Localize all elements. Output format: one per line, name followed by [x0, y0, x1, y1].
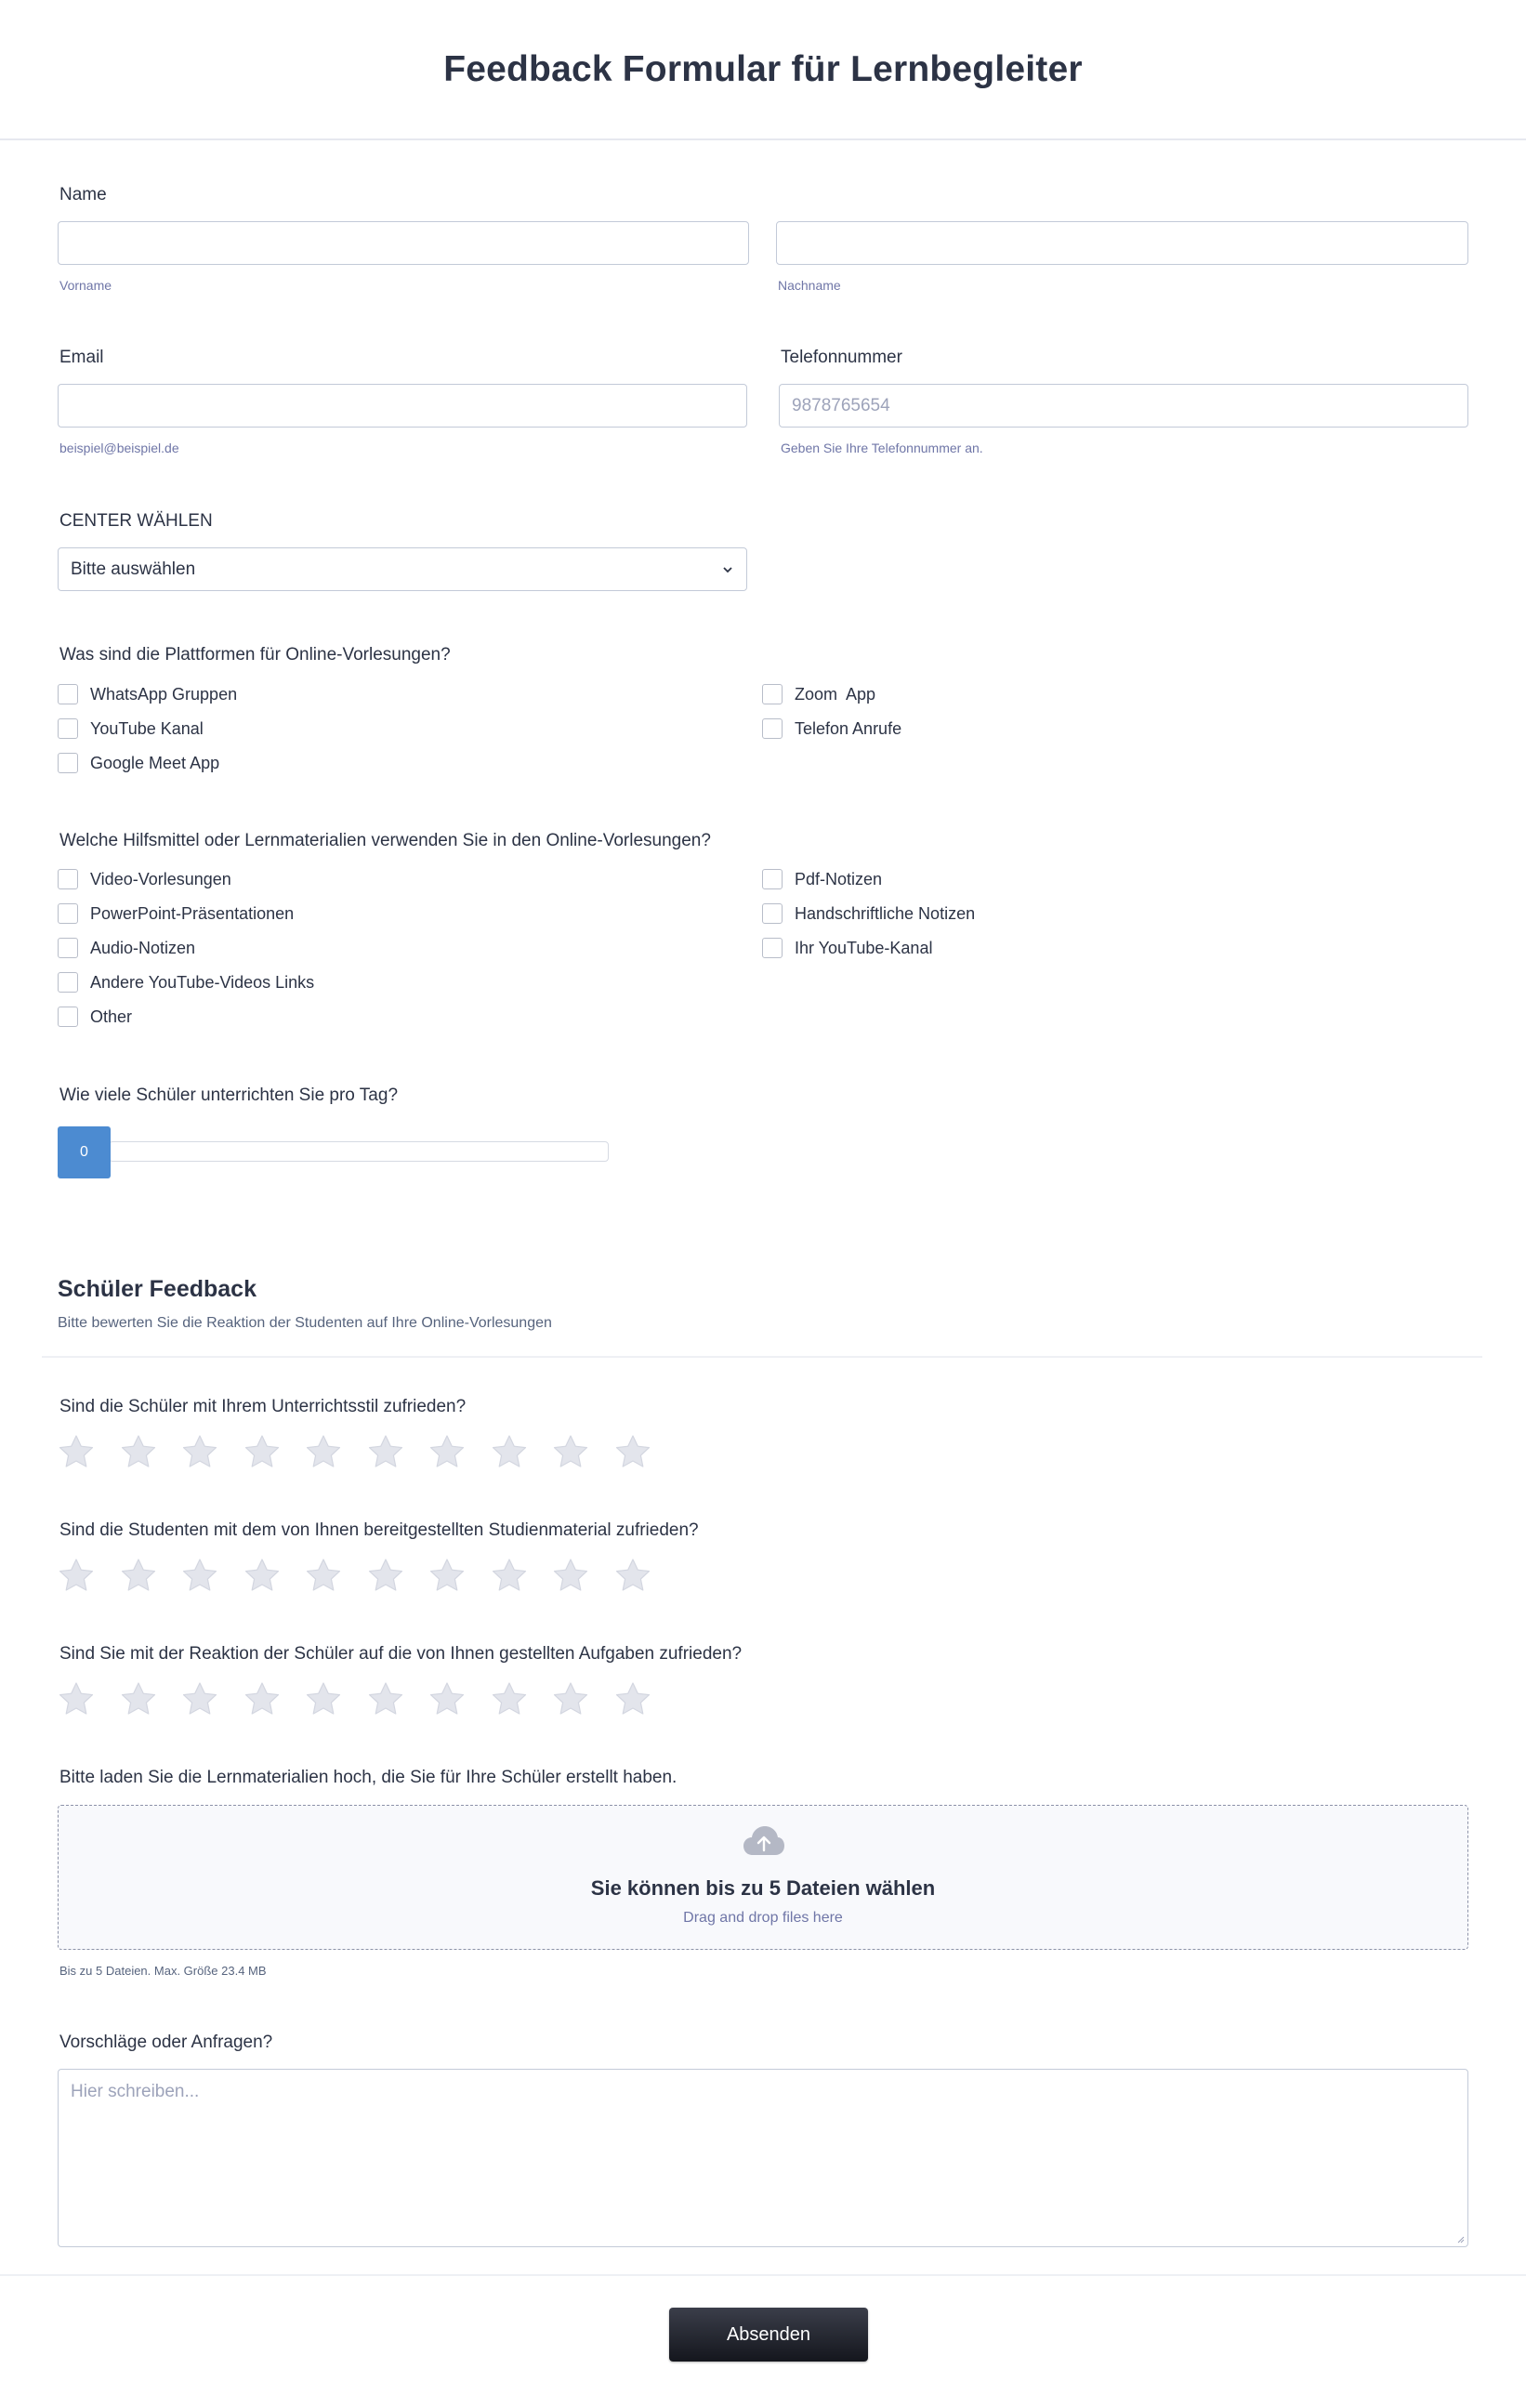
- star-icon[interactable]: [58, 1681, 95, 1717]
- center-select-value: Bitte auswählen: [71, 559, 196, 579]
- star-icon[interactable]: [614, 1558, 651, 1593]
- center-label: CENTER WÄHLEN: [59, 511, 213, 531]
- checkbox[interactable]: [762, 684, 783, 704]
- checkbox-option[interactable]: [762, 936, 932, 960]
- checkbox[interactable]: [762, 869, 783, 889]
- footer-divider: [0, 2274, 1526, 2276]
- star-icon[interactable]: [120, 1681, 157, 1717]
- checkbox-option[interactable]: [58, 936, 195, 960]
- star-icon[interactable]: [367, 1681, 404, 1717]
- star-icon[interactable]: [552, 1434, 589, 1469]
- checkbox-label: YouTube Kanal: [90, 718, 204, 738]
- upload-question: Bitte laden Sie die Lernmaterialien hoch, die Sie für Ihre Schüler erstellt haben.: [59, 1768, 677, 1787]
- star-icon[interactable]: [552, 1558, 589, 1593]
- chevron-down-icon: [721, 563, 734, 576]
- form-header: [0, 0, 1526, 140]
- checkbox[interactable]: [58, 753, 78, 773]
- cloud-upload-icon: [743, 1825, 785, 1859]
- star-icon[interactable]: [305, 1434, 342, 1469]
- checkbox-option[interactable]: [762, 682, 875, 706]
- rating-question-1: Sind die Schüler mit Ihrem Unterrichtsstil zufrieden?: [59, 1397, 467, 1416]
- suggestions-textarea[interactable]: [58, 2069, 1468, 2247]
- star-rating-3[interactable]: [58, 1681, 676, 1717]
- rating-question-2: Sind die Studenten mit dem von Ihnen bereitgestellten Studienmaterial zufrieden?: [59, 1520, 699, 1540]
- star-icon[interactable]: [367, 1558, 404, 1593]
- checkbox-option[interactable]: [58, 901, 294, 926]
- slider-track[interactable]: [109, 1141, 609, 1162]
- phone-label: Telefonnummer: [781, 348, 902, 367]
- checkbox-option[interactable]: [762, 867, 882, 891]
- checkbox-label: Ihr YouTube-Kanal: [795, 938, 933, 957]
- checkbox[interactable]: [762, 718, 783, 739]
- checkbox[interactable]: [58, 684, 78, 704]
- star-icon[interactable]: [181, 1434, 218, 1469]
- email-sublabel: beispiel@beispiel.de: [59, 441, 179, 455]
- first-name-input[interactable]: [58, 221, 749, 265]
- resize-handle-icon[interactable]: [1455, 2234, 1465, 2244]
- email-label: Email: [59, 348, 104, 367]
- phone-field[interactable]: 9878765654: [779, 384, 1468, 428]
- last-name-sublabel: Nachname: [778, 278, 841, 293]
- star-icon[interactable]: [614, 1434, 651, 1469]
- materials-question: Welche Hilfsmittel oder Lernmaterialien verwenden Sie in den Online-Vorlesungen?: [59, 831, 711, 850]
- checkbox[interactable]: [762, 938, 783, 958]
- platforms-question: Was sind die Plattformen für Online-Vorlesungen?: [59, 645, 451, 665]
- checkbox[interactable]: [58, 869, 78, 889]
- upload-note: Bis zu 5 Dateien. Max. Größe 23.4 MB: [59, 1964, 267, 1978]
- students-question: Wie viele Schüler unterrichten Sie pro Tag?: [59, 1086, 399, 1105]
- star-icon[interactable]: [58, 1434, 95, 1469]
- star-rating-1[interactable]: [58, 1434, 676, 1469]
- star-rating-2[interactable]: [58, 1558, 676, 1593]
- star-icon[interactable]: [181, 1558, 218, 1593]
- first-name-sublabel: Vorname: [59, 278, 112, 293]
- email-field[interactable]: [58, 384, 747, 428]
- file-upload-dropzone[interactable]: [58, 1805, 1468, 1950]
- checkbox[interactable]: [762, 903, 783, 924]
- star-icon[interactable]: [58, 1558, 95, 1593]
- star-icon[interactable]: [428, 1558, 466, 1593]
- star-icon[interactable]: [181, 1681, 218, 1717]
- center-select[interactable]: [58, 547, 747, 591]
- checkbox-option[interactable]: [58, 1005, 132, 1029]
- section-subtitle: Bitte bewerten Sie die Reaktion der Studenten auf Ihre Online-Vorlesungen: [58, 1315, 552, 1331]
- form-title: Feedback Formular für Lernbegleiter: [443, 48, 1083, 89]
- checkbox-option[interactable]: [58, 970, 314, 994]
- checkbox-label: Google Meet App: [90, 753, 220, 772]
- star-icon[interactable]: [491, 1434, 528, 1469]
- checkbox-label: Telefon Anrufe: [795, 718, 902, 738]
- checkbox-label: Andere YouTube-Videos Links: [90, 972, 315, 992]
- star-icon[interactable]: [491, 1558, 528, 1593]
- checkbox-label: Other: [90, 1007, 133, 1026]
- star-icon[interactable]: [367, 1434, 404, 1469]
- name-label: Name: [59, 185, 107, 204]
- checkbox-option[interactable]: [58, 867, 231, 891]
- star-icon[interactable]: [614, 1681, 651, 1717]
- star-icon[interactable]: [120, 1434, 157, 1469]
- checkbox-label: Audio-Notizen: [90, 938, 196, 957]
- phone-sublabel: Geben Sie Ihre Telefonnummer an.: [781, 441, 983, 455]
- upload-title: Sie können bis zu 5 Dateien wählen: [590, 1876, 936, 1900]
- checkbox-option[interactable]: [58, 682, 237, 706]
- checkbox[interactable]: [58, 972, 78, 993]
- checkbox-option[interactable]: [762, 901, 975, 926]
- section-divider: [42, 1356, 1482, 1358]
- section-title: Schüler Feedback: [58, 1276, 257, 1302]
- checkbox[interactable]: [58, 938, 78, 958]
- checkbox-label: Video-Vorlesungen: [90, 869, 231, 888]
- suggestions-placeholder: Hier schreiben...: [71, 2082, 200, 2101]
- star-icon[interactable]: [428, 1434, 466, 1469]
- star-icon[interactable]: [552, 1681, 589, 1717]
- checkbox-option[interactable]: [58, 717, 204, 741]
- last-name-input[interactable]: [776, 221, 1468, 265]
- star-icon[interactable]: [491, 1681, 528, 1717]
- submit-button[interactable]: Absenden: [669, 2308, 868, 2362]
- upload-subtitle: Drag and drop files here: [683, 1910, 843, 1926]
- checkbox[interactable]: [58, 903, 78, 924]
- star-icon[interactable]: [428, 1681, 466, 1717]
- star-icon[interactable]: [243, 1558, 281, 1593]
- checkbox-label: WhatsApp Gruppen: [90, 684, 238, 704]
- rating-question-3: Sind Sie mit der Reaktion der Schüler auf die von Ihnen gestellten Aufgaben zufrieden?: [59, 1644, 743, 1664]
- checkbox-option[interactable]: [58, 751, 219, 775]
- checkbox-label: Pdf-Notizen: [795, 869, 883, 888]
- star-icon[interactable]: [243, 1434, 281, 1469]
- checkbox-label: Zoom App: [795, 684, 876, 704]
- suggestions-question: Vorschläge oder Anfragen?: [59, 2033, 273, 2052]
- checkbox[interactable]: [58, 1007, 78, 1027]
- slider-handle[interactable]: 0: [58, 1126, 111, 1178]
- star-icon[interactable]: [120, 1558, 157, 1593]
- star-icon[interactable]: [305, 1558, 342, 1593]
- star-icon[interactable]: [243, 1681, 281, 1717]
- checkbox-label: Handschriftliche Notizen: [795, 903, 976, 923]
- checkbox-option[interactable]: [762, 717, 901, 741]
- star-icon[interactable]: [305, 1681, 342, 1717]
- checkbox[interactable]: [58, 718, 78, 739]
- checkbox-label: PowerPoint-Präsentationen: [90, 903, 295, 923]
